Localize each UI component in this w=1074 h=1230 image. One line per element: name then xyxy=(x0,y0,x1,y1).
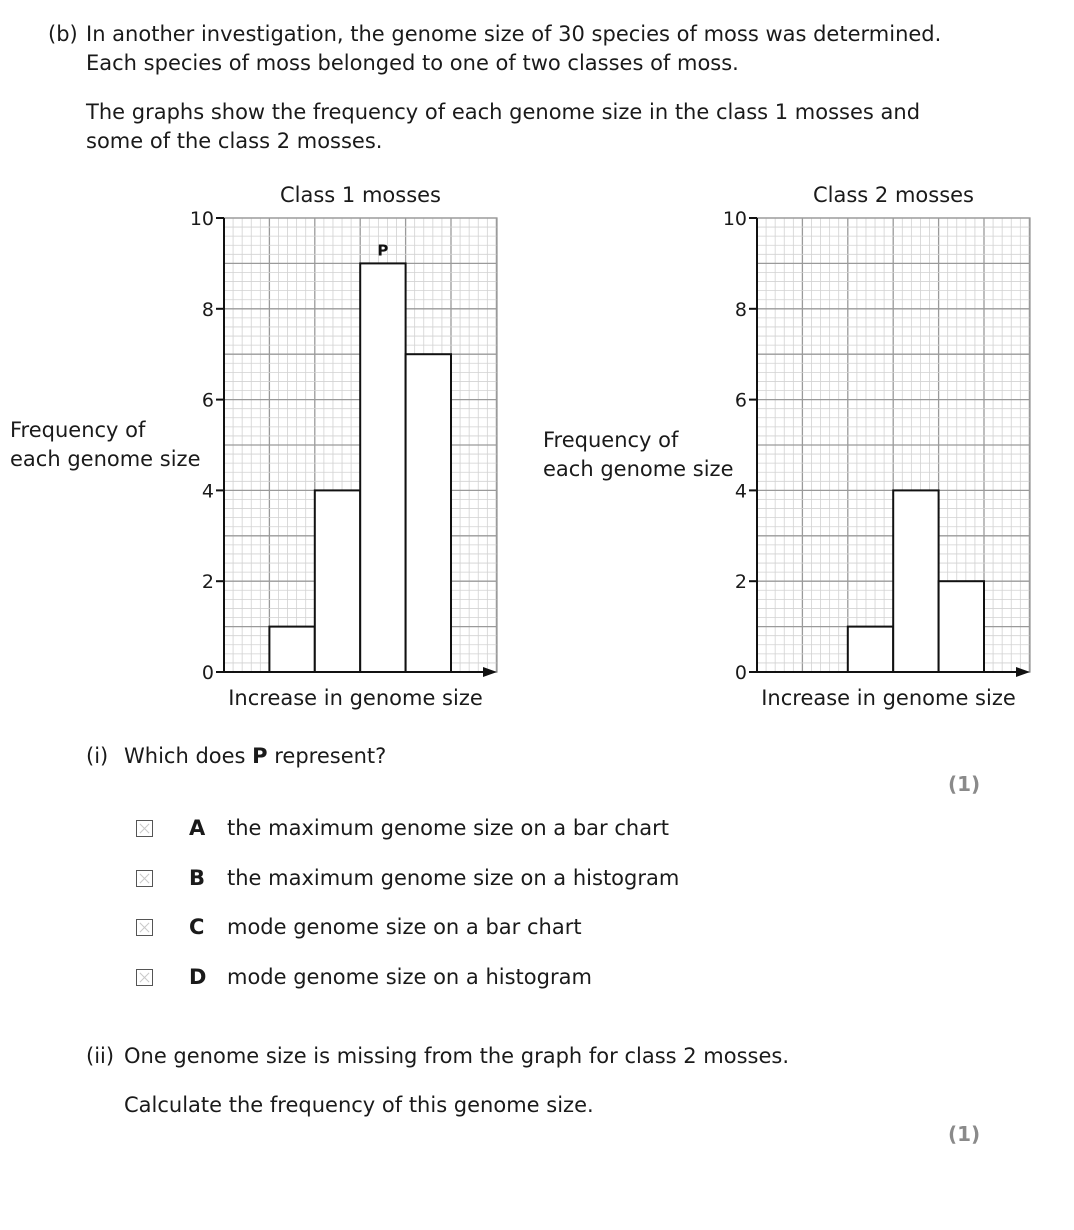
chart1-bar-2 xyxy=(315,490,360,672)
chart2-ytick-label-2: 2 xyxy=(734,571,747,594)
graph-description-line-1: The graphs show the frequency of each genome size in the class 1 mosses and xyxy=(86,100,921,124)
chart2-ylabel-line-1: Frequency of xyxy=(543,428,679,452)
intro-line-2: Each species of moss belonged to one of two classes of moss. xyxy=(86,51,739,75)
chart2-ytick-label-8: 8 xyxy=(734,298,747,321)
chart2-ytick-label-0: 0 xyxy=(734,662,747,684)
chart2-bar-2 xyxy=(893,490,938,672)
option-c[interactable] xyxy=(136,912,582,942)
part-i-marks: (1) xyxy=(948,772,981,796)
chart1-ytick-label-6: 6 xyxy=(201,389,214,412)
chart1-x-axis-arrow xyxy=(483,667,497,677)
chart2-ytick-label-10: 10 xyxy=(722,208,747,230)
part-b-label: (b) xyxy=(48,22,78,46)
chart1-xlabel: Increase in genome size xyxy=(228,686,483,710)
option-d[interactable] xyxy=(136,962,592,992)
option-d-text: mode genome size on a histogram xyxy=(227,965,592,989)
chart2-ytick-label-4: 4 xyxy=(734,480,747,503)
option-b-letter: B xyxy=(189,866,206,890)
chart1-ytick-label-4: 4 xyxy=(201,480,214,503)
chart2-ylabel-line-2: each genome size xyxy=(543,457,734,481)
part-ii-line-1: One genome size is missing from the graph for class 2 mosses. xyxy=(124,1044,790,1068)
option-d-letter: D xyxy=(189,965,207,989)
option-d-checkbox[interactable] xyxy=(136,969,153,986)
part-ii-label: (ii) xyxy=(86,1044,115,1068)
part-ii-marks: (1) xyxy=(948,1122,981,1146)
option-b-text: the maximum genome size on a histogram xyxy=(227,866,680,890)
chart2-xlabel: Increase in genome size xyxy=(761,686,1016,710)
intro-line-1: In another investigation, the genome size of 30 species of moss was determined. xyxy=(86,22,942,46)
option-c-text: mode genome size on a bar chart xyxy=(227,915,582,939)
part-i-question xyxy=(124,742,386,771)
chart2-x-axis-arrow xyxy=(1016,667,1030,677)
chart1-bar-4 xyxy=(406,354,451,672)
chart2-bar-3 xyxy=(939,581,984,672)
graph-description-line-2: some of the class 2 mosses. xyxy=(86,129,383,153)
chart1-bar-3 xyxy=(360,263,405,672)
chart2-ytick-label-6: 6 xyxy=(734,389,747,412)
part-i-question-pre: Which does xyxy=(124,744,253,768)
chart2-title: Class 2 mosses xyxy=(812,183,975,207)
part-i-question-post: represent? xyxy=(267,744,387,768)
chart1-ytick-label-0: 0 xyxy=(201,662,214,684)
option-a[interactable] xyxy=(136,813,669,843)
chart1-title: Class 1 mosses xyxy=(279,183,442,207)
option-c-checkbox[interactable] xyxy=(136,919,153,936)
chart1-ylabel-line-1: Frequency of xyxy=(10,418,146,442)
option-a-letter: A xyxy=(189,816,206,840)
option-b[interactable] xyxy=(136,863,679,893)
part-i-label: (i) xyxy=(86,744,109,768)
chart2-bar-1 xyxy=(848,627,893,672)
chart1-bar-label-P: P xyxy=(377,241,389,260)
chart1-ytick-label-8: 8 xyxy=(201,298,214,321)
part-i-question-bold: P xyxy=(252,744,268,768)
option-b-checkbox[interactable] xyxy=(136,870,153,887)
option-a-checkbox[interactable] xyxy=(136,820,153,837)
chart1-ytick-label-2: 2 xyxy=(201,571,214,594)
chart1-ylabel-line-2: each genome size xyxy=(10,447,201,471)
option-a-text: the maximum genome size on a bar chart xyxy=(227,816,669,840)
option-c-letter: C xyxy=(189,915,205,939)
part-ii-line-2: Calculate the frequency of this genome size. xyxy=(124,1093,594,1117)
chart1-bar-1 xyxy=(269,627,314,672)
chart1-ytick-label-10: 10 xyxy=(189,208,214,230)
